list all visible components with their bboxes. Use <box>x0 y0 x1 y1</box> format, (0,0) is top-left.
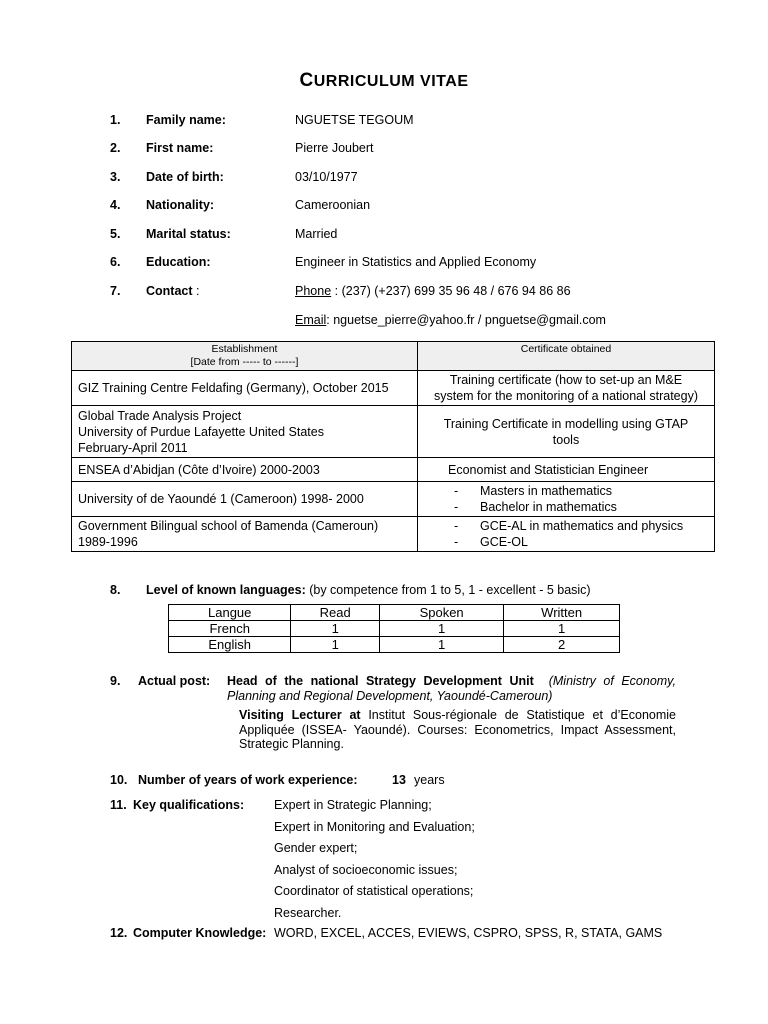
item-number: 8. <box>110 583 121 597</box>
table-header-row: Langue Read Spoken Written <box>169 605 620 621</box>
item-number: 12. <box>110 926 128 940</box>
list-item: Expert in Strategic Planning; <box>274 798 432 812</box>
list-item: - GCE-OL <box>454 534 708 550</box>
table-row <box>72 517 715 552</box>
family-name-label: Family name: <box>146 113 226 127</box>
phone-value: : (237) (+237) 699 35 96 48 / 676 94 86 86 <box>331 284 571 298</box>
certificate-cell <box>418 517 715 552</box>
nationality-label: Nationality: <box>146 198 215 212</box>
marital-status-label: Marital status: <box>146 227 231 241</box>
list-item: Coordinator of statistical operations; <box>274 884 474 898</box>
item-number: 11. <box>110 798 127 812</box>
experience-years: 13 <box>392 773 406 787</box>
table-row <box>72 482 715 517</box>
visiting-lecturer: Visiting Lecturer at Institut Sous-régionale de Statistique et d’Economie Appliquée (ISSEA- Yaoundé). Courses: Econometrics, Impact Assessment, Strategic Planning. <box>239 708 676 751</box>
computer-label: Computer Knowledge: <box>133 926 267 940</box>
header-certificate: Certificate obtained <box>418 342 715 371</box>
certificate-cell: Training certificate (how to set-up an M&E system for the monitoring of a national strategy) <box>418 371 715 406</box>
email-label: Email <box>295 313 327 327</box>
item-number: 9. <box>110 674 121 688</box>
education-table <box>71 341 715 552</box>
list-item: Gender expert; <box>274 841 358 855</box>
email-value: : nguetse_pierre@yahoo.fr / pnguetse@gmail.com <box>326 313 606 327</box>
item-number: 6. <box>110 255 121 269</box>
certificate-cell: Training Certificate in modelling using GTAP tools <box>418 406 715 458</box>
table-header-row <box>72 342 715 371</box>
establishment-cell: ENSEA d’Abidjan (Côte d’Ivoire) 2000-2003 <box>72 458 418 482</box>
item-number: 4. <box>110 198 121 212</box>
establishment-cell: GIZ Training Centre Feldafing (Germany), October 2015 <box>72 371 418 406</box>
first-name-label: First name: <box>146 141 214 155</box>
actual-post-label: Actual post: <box>138 674 211 688</box>
list-item: Expert in Monitoring and Evaluation; <box>274 819 475 834</box>
certificate-cell <box>418 482 715 517</box>
table-row <box>72 371 715 406</box>
education-value: Engineer in Statistics and Applied Economy <box>295 255 537 269</box>
page-title: CURRICULUM VITAE <box>299 70 469 91</box>
date-of-birth-label: Date of birth: <box>146 170 224 184</box>
establishment-cell: University of de Yaoundé 1 (Cameroon) 1998- 2000 <box>72 482 418 517</box>
header-establishment: Establishment [Date from ----- to ------] <box>72 342 418 371</box>
item-number: 7. <box>110 284 121 298</box>
phone-line <box>295 284 571 298</box>
languages-heading: Level of known languages: (by competence from 1 to 5, 1 - excellent - 5 basic) <box>146 583 591 597</box>
qualifications-label: Key qualifications: <box>133 798 245 812</box>
family-name-value: NGUETSE TEGOUM <box>295 113 414 127</box>
item-number: 1. <box>110 113 121 127</box>
experience-label: Number of years of work experience: <box>138 773 358 787</box>
phone-label: Phone <box>295 284 332 298</box>
certificate-cell: Economist and Statistician Engineer <box>418 458 715 482</box>
item-number: 3. <box>110 170 121 184</box>
computer-value: WORD, EXCEL, ACCES, EVIEWS, CSPRO, SPSS, R, STATA, GAMS <box>274 926 663 940</box>
list-item: - Bachelor in mathematics <box>454 499 708 515</box>
establishment-cell: Government Bilingual school of Bamenda (Cameroun) 1989-1996 <box>72 517 418 552</box>
first-name-value: Pierre Joubert <box>295 141 374 155</box>
list-item: Analyst of socioeconomic issues; <box>274 862 458 877</box>
education-label: Education: <box>146 255 211 269</box>
table-row: French 1 1 1 <box>169 621 620 637</box>
experience-unit: years <box>414 773 445 787</box>
item-number: 10. <box>110 773 128 787</box>
actual-post-head: Head of the national Strategy Development Unit (Ministry of Economy, Planning and Regional Development, Yaoundé-Cameroun) <box>227 674 676 703</box>
date-of-birth-value: 03/10/1977 <box>295 170 358 184</box>
table-row <box>72 458 715 482</box>
table-row: English 1 1 2 <box>169 637 620 653</box>
marital-status-value: Married <box>295 227 338 241</box>
qualifications-list <box>274 798 475 927</box>
contact-label: Contact : <box>146 284 200 298</box>
list-item: - GCE-AL in mathematics and physics <box>454 518 708 534</box>
email-line <box>295 313 606 327</box>
item-number: 5. <box>110 227 121 241</box>
table-row <box>72 406 715 458</box>
list-item: - Masters in mathematics <box>454 483 708 499</box>
establishment-cell: Global Trade Analysis Project University of Purdue Lafayette United States February-April 2011 <box>72 406 418 458</box>
item-number: 2. <box>110 141 121 155</box>
languages-table <box>168 604 620 653</box>
nationality-value: Cameroonian <box>295 198 371 212</box>
list-item: Researcher. <box>274 905 342 920</box>
